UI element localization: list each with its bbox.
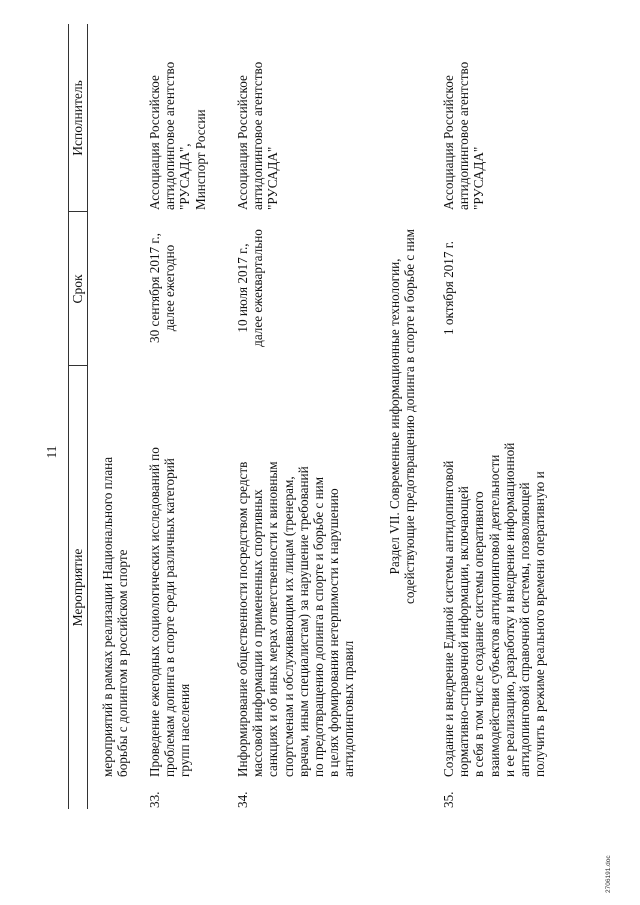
section-title: Раздел VII. Современные информационные технологии, содействующие предотвращению допинга в спорте и борьбе с ним [387, 229, 418, 605]
row-executor: Ассоциация Российское антидопинговое агентство "РУСАДА" [235, 61, 281, 210]
row-executor: Ассоциация Российское антидопинговое агентство "РУСАДА", Минспорт России [147, 61, 208, 210]
header-activity: Мероприятие [70, 548, 85, 627]
row-executor: Ассоциация Российское антидопинговое агентство "РУСАДА" [441, 61, 487, 210]
row-deadline: 1 октября 2017 г. [441, 241, 456, 335]
continuation-text: мероприятий в рамках реализации Национального плана борьбы с допингом в российском спорте [100, 456, 131, 777]
row-number: 33. [147, 791, 162, 808]
row-deadline: 10 июля 2017 г., далее ежеквартально [235, 229, 266, 347]
header-bottom-rule [87, 24, 88, 809]
footer-filename: 2706191.doc [605, 855, 612, 893]
header-executor: Исполнитель [70, 80, 85, 156]
row-activity: Информирование общественности посредством средств массовой информации о примененных спортивных санкциях и об иных мерах ответственности к виновным спортсменам и обслуживающим их лицам (тренерам, врачам, иным специалистам) за нарушение требований по предотвращению допинга в спорте и борьбе с ним в целях формирования нетерпимости к нарушению антидопинговых правил [235, 461, 357, 777]
row-number: 35. [441, 791, 456, 808]
header-deadline: Срок [70, 274, 85, 304]
row-activity: Проведение ежегодных социологических исследований по проблемам допинга в спорте среди различных категорий групп населения [147, 447, 193, 777]
row-activity: Создание и внедрение Единой системы антидопинговой нормативно-справочной информации, включающей в себя в том числе создание системы оперативного взаимодействия субъектов антидопинговой деятельности и ее реализацию, разработку и внедрение информационной антидопинговой справочной системы, позволяющей получить в режиме реального времени оперативную и [441, 442, 548, 777]
header-top-rule [68, 24, 69, 809]
page-number: 11 [44, 445, 59, 459]
row-deadline: 30 сентября 2017 г., далее ежегодно [147, 233, 178, 343]
row-number: 34. [235, 791, 250, 808]
